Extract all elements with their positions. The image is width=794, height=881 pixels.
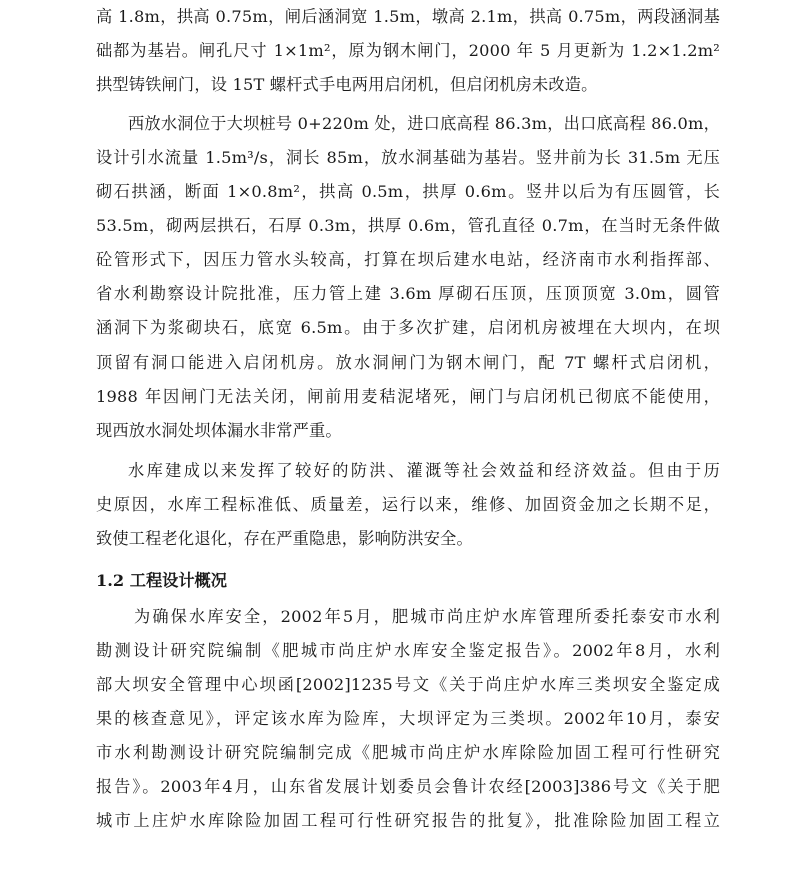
paragraph-line: 部大坝安全管理中心坝函[2002]1235号文《关于尚庄炉水库三类坝安全鉴定成 — [96, 675, 720, 694]
paragraph-line: 1988 年因闸门无法关闭，闸前用麦秸泥堵死，闸门与启闭机已彻底不能使用， — [96, 387, 720, 406]
paragraph-line — [96, 838, 720, 872]
paragraph-line: 致使工程老化退化，存在严重隐患，影响防洪安全。 — [96, 529, 473, 548]
paragraph-line: 报告》。2003年4月，山东省发展计划委员会鲁计农经[2003]386号文《关于肥 — [96, 777, 720, 796]
section-heading: 1.2 工程设计概况 — [96, 571, 227, 590]
paragraph-line: 水库建成以来发挥了较好的防洪、灌溉等社会效益和经济效益。但由于历 — [128, 461, 720, 480]
paragraph-line: 高 1.8m，拱高 0.75m，闸后涵洞宽 1.5m，墩高 2.1m，拱高 0.75m，两段涵洞基 — [96, 7, 720, 26]
paragraph-line: 西放水洞位于大坝桩号 0+220m 处，进口底高程 86.3m，出口底高程 86.0m， — [128, 114, 720, 133]
paragraph-line: 涵洞下为浆砌块石，底宽 6.5m。由于多次扩建，启闭机房被埋在大坝内，在坝 — [96, 318, 720, 337]
paragraph-line: 现西放水洞处坝体漏水非常严重。 — [96, 421, 342, 440]
paragraph-line: 省水利勘察设计院批准，压力管上建 3.6m 厚砌石压顶，压顶顶宽 3.0m，圆管 — [96, 284, 720, 303]
paragraph-line: 设计引水流量 1.5m³/s，洞长 85m，放水洞基础为基岩。竖井前为长 31.5m 无压 — [96, 148, 720, 167]
paragraph-line: 史原因，水库工程标准低、质量差，运行以来，维修、加固资金加之长期不足， — [96, 495, 720, 514]
paragraph-line: 础都为基岩。闸孔尺寸 1×1m²，原为钢木闸门，2000 年 5 月更新为 1.2×1.2m² — [96, 41, 720, 60]
paragraph-line: 城市上庄炉水库除险加固工程可行性研究报告的批复》，批准除险加固工程立 — [96, 811, 720, 830]
paragraph-line: 顶留有洞口能进入启闭机房。放水洞闸门为钢木闸门，配 7T 螺杆式启闭机， — [96, 353, 720, 372]
paragraph-line: 为确保水库安全，2002年5月，肥城市尚庄炉水库管理所委托泰安市水利 — [134, 607, 720, 626]
paragraph-line: 果的核查意见》，评定该水库为险库，大坝评定为三类坝。2002年10月，泰安 — [96, 709, 720, 728]
paragraph-line: 勘测设计研究院编制《肥城市尚庄炉水库安全鉴定报告》。2002年8月，水利 — [96, 641, 720, 660]
paragraph-line: 砼管形式下，因压力管水头较高，打算在坝后建水电站，经济南市水利指挥部、 — [96, 250, 720, 269]
paragraph-line: 市水利勘测设计研究院编制完成《肥城市尚庄炉水库除险加固工程可行性研究 — [96, 743, 720, 762]
paragraph-line: 拱型铸铁闸门，设 15T 螺杆式手电两用启闭机，但启闭机房未改造。 — [96, 75, 598, 94]
paragraph-line: 砌石拱涵，断面 1×0.8m²，拱高 0.5m，拱厚 0.6m。竖井以后为有压圆管，长 — [96, 182, 720, 201]
paragraph-line: 53.5m，砌两层拱石，石厚 0.3m，拱厚 0.6m，管孔直径 0.7m，在当时无条件做 — [96, 216, 720, 235]
